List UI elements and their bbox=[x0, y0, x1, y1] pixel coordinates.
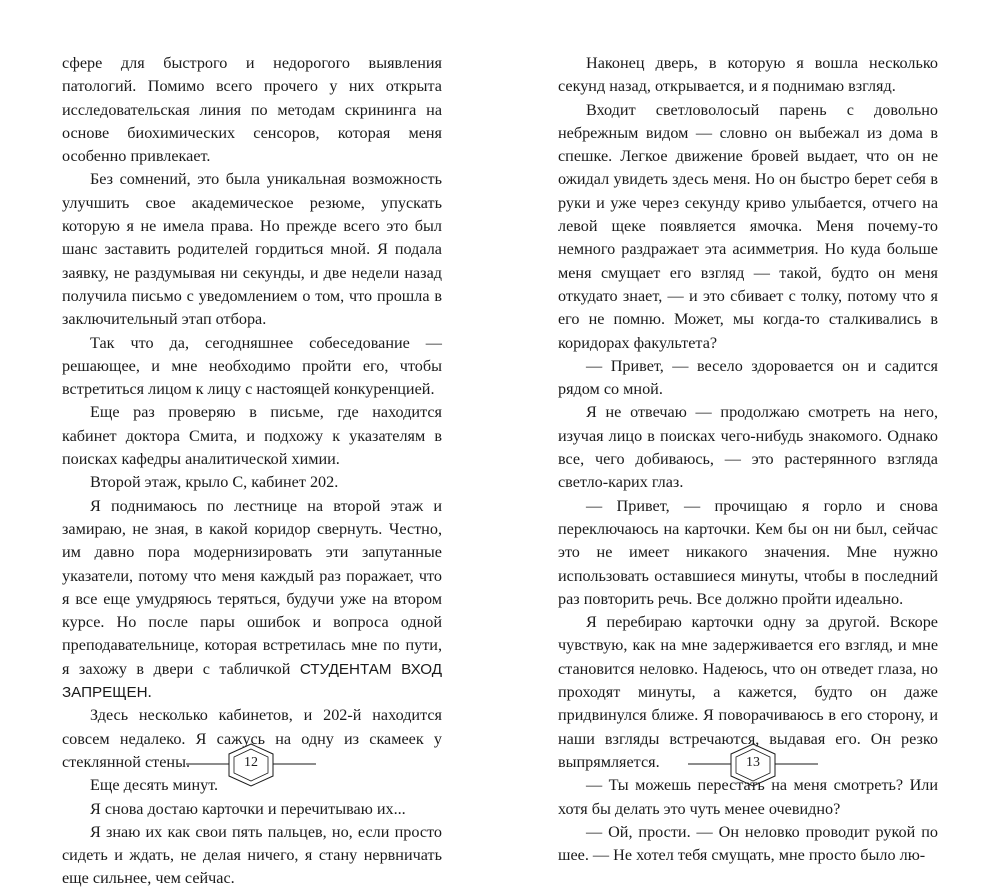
paragraph: Входит светловолосый парень с довольно небрежным видом — словно он выбежал из дома в спешке. Легкое движение бровей выдает, что он не ожидал увидеть здесь меня. Но он быстро берет себя в руки и уже через секунду криво улыбается, отчего на левой щеке появляется ямочка. Меня почему-то немного раздражает эта асимметрия. Но куда больше меня смущает его взгляд — такой, будто он меня откудато знает, — и это сбивает с толку, потому что я его не помню. Может, мы когда-то сталкивались в коридорах факультета? bbox=[558, 100, 938, 352]
paragraph: Еще раз проверяю в письме, где находится кабинет доктора Смита, и подхожу к указателям в поисках кафедры аналитической химии. bbox=[62, 403, 442, 469]
paragraph: — Привет, — прочищаю я горло и снова переключаюсь на карточки. Кем бы он ни был, сейчас это не имеет никакого значения. Мне нужно использовать оставшиеся минуты, чтобы в последний раз повторить речь. Все должно пройти идеально. bbox=[558, 496, 938, 608]
paragraph-text: . bbox=[147, 683, 152, 702]
paragraph bbox=[62, 495, 442, 705]
paragraph: Я не отвечаю — продолжаю смотреть на него, изучая лицо в поисках чего-нибудь знакомого. Однако все, чего добиваюсь, — это растерянного взгляда светло-карих глаз. bbox=[558, 403, 938, 492]
paragraph-text: Я поднимаюсь по лестнице на второй этаж и замираю, не зная, в какой коридор свернуть. Честно, им давно пора модернизировать эти запутанные указатели, потому что меня каждый раз поражает, что я все еще умудряюсь теряться, будучи уже на втором курсе. Но после пары ошибок и вопроса одной преподавательнице, которая встретилась мне по пути, я захожу в двери с табличкой bbox=[62, 496, 442, 678]
paragraph: — Ты можешь перестать на меня смотреть? Или хотя бы делать это чуть менее очевидно? bbox=[558, 776, 938, 818]
page-number-ornament bbox=[688, 740, 818, 790]
paragraph: — Ой, прости. — Он неловко проводит рукой по шее. — Не хотел тебя смущать, мне просто было лю- bbox=[558, 822, 938, 865]
paragraph: Я перебираю карточки одну за другой. Вскоре чувствую, как на мне задерживается его взгляд, и мне становится неловко. Надеюсь, что он отведет глаза, но проходят минуты, а кажется, будто он даже придвинулся ближе. Я поворачиваюсь в его сторону, и наши взгляды встречаются, выдавая его. Он резко выпрямляется. bbox=[558, 613, 938, 771]
page-number-ornament bbox=[186, 740, 316, 790]
door-sign-text: СТУДЕНТАМ ВХОД ЗАПРЕЩЕН bbox=[62, 660, 443, 702]
paragraph: Так что да, сегодняшнее собеседование — решающее, и мне необходимо пройти его, чтобы встретиться лицом к лицу с настоящей конкуренцией. bbox=[62, 333, 442, 399]
paragraph: Здесь несколько кабинетов, и 202-й находится совсем недалеко. Я сажусь на одну из скамеек у стеклянной стены. bbox=[62, 706, 442, 771]
page-number: 12 bbox=[244, 755, 258, 770]
paragraph: Второй этаж, крыло С, кабинет 202. bbox=[90, 473, 339, 492]
paragraph: сфере для быстрого и недорогого выявления патологий. Помимо всего прочего у них открыта исследовательская линия по методам скрининга на основе биохимических сенсоров, которая меня особенно привлекает. bbox=[62, 54, 442, 166]
paragraph: — Привет, — весело здоровается он и садится рядом со мной. bbox=[558, 356, 938, 399]
paragraph: Без сомнений, это была уникальная возможность улучшить свое академическое резюме, упускать которую я не имела права. Но прежде всего это был шанс заставить родителей гордиться мной. Я подала заявку, не раздумывая ни секунды, и две недели назад получила письмо с уведомлением о том, что прошла в заключительный этап отбора. bbox=[62, 170, 442, 329]
paragraph: Еще десять минут. bbox=[90, 776, 219, 795]
paragraph: Я снова достаю карточки и перечитываю их... bbox=[90, 799, 406, 818]
paragraph: Наконец дверь, в которую я вошла несколько секунд назад, открывается, и я поднимаю взгляд. bbox=[558, 54, 938, 96]
paragraph: Я знаю их как свои пять пальцев, но, если просто сидеть и ждать, не делая ничего, я стану нервничать еще сильнее, чем сейчас. bbox=[62, 822, 442, 888]
page-number: 13 bbox=[746, 755, 760, 770]
